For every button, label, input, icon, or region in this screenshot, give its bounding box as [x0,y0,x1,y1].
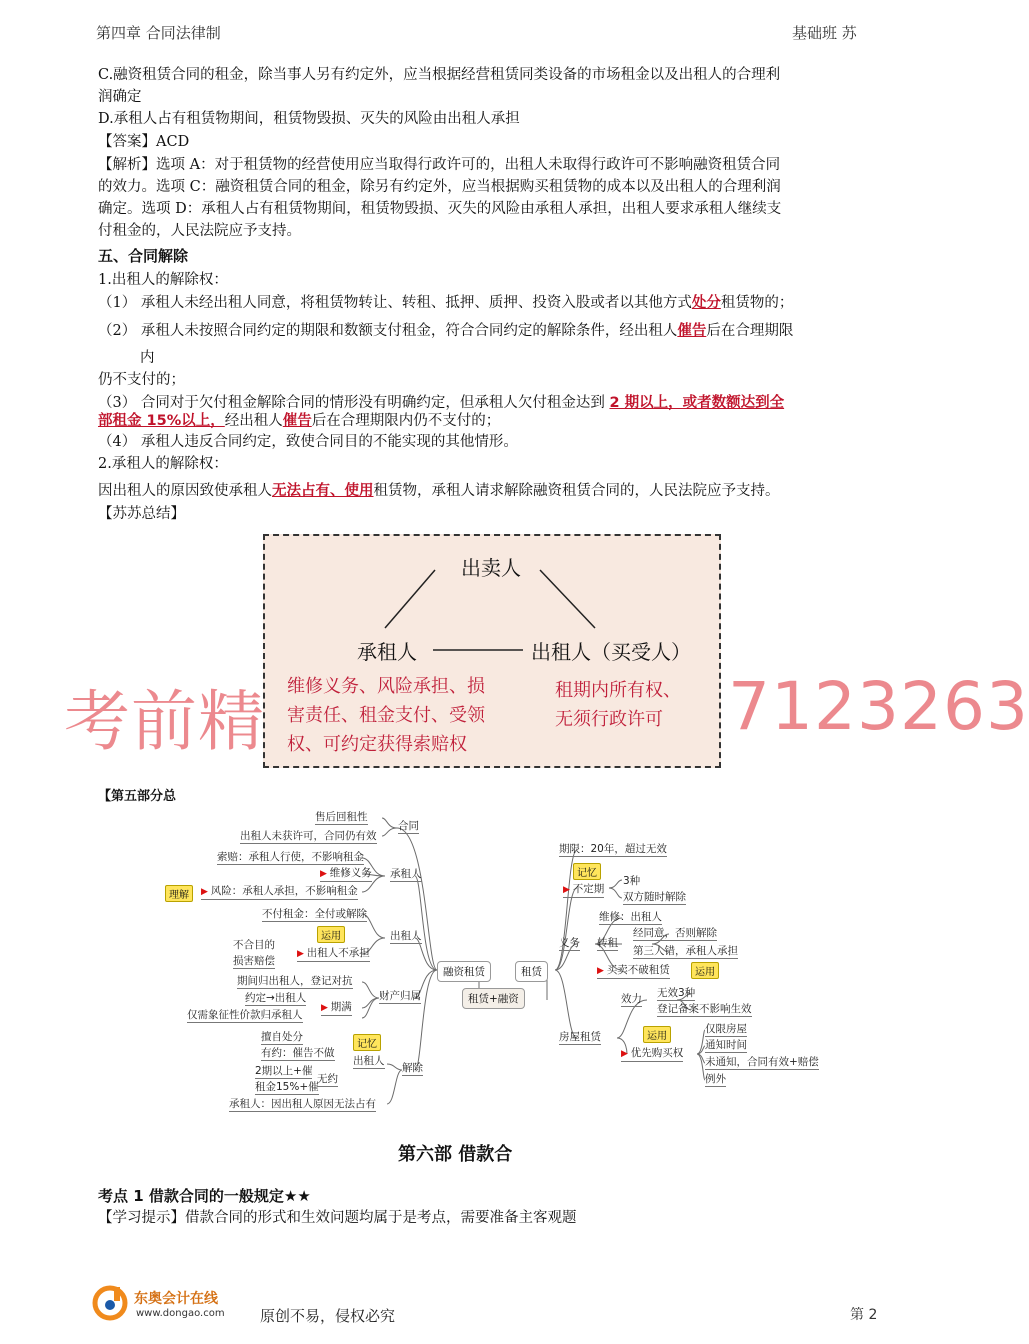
item-2-highlight: 催告 [677,322,707,339]
summary-diagram [263,534,721,768]
mm-item: 经同意，否则解除 [633,927,717,939]
item-2-line2: 内 [140,350,155,366]
mm-duty: 义务 [559,937,580,949]
mm-item: ▶ 出租人不承担 [297,946,370,962]
mm-item: 有约：催告不做 [261,1047,335,1059]
mm-item: 承租人：因出租人原因无法占有 [229,1098,376,1110]
footer-slogan: 原创不易，侵权必究 [260,1307,396,1325]
mm-item: 不合目的 [233,939,275,951]
mm-item: 3种 [623,875,641,887]
item-3-highlight-3: 催告 [282,412,312,429]
item-1-text: （1） 承租人未经出租人同意，将租赁物转让、转租、抵押、质押、投资入股或者以其他方式 [98,295,692,311]
header-right: 基础班 苏 [792,24,857,42]
mm-item: 2期以上+催 [255,1065,313,1077]
option-d: D.承租人占有租赁物期间，租赁物毁损、灭失的风险由出租人承担 [98,111,520,127]
item-3-highlight: 2 期以上，或者数额达到全 [609,395,785,411]
lessee-text: 因出租人的原因致使承租人 [98,483,272,499]
mm-item: 擅自处分 [261,1031,303,1043]
mm-item: ▶ 风险：承租人承担，不影响租金 [201,884,358,900]
mm-lessee: 承租人 [390,868,422,880]
diagram-lessor-note [555,676,681,734]
summary-label: 【苏苏总结】 [98,506,185,522]
mm-item-text: 不定期 [572,883,605,895]
mm-item: 双方随时解除 [623,891,686,903]
mm-item: 转租 [597,937,618,949]
item-4: （4） 承租人违反合同约定，致使合同目的不能实现的其他情形。 [98,434,518,450]
mm-item: 约定→出租人 [245,992,307,1004]
item-3-line2 [98,410,890,432]
mm-item: 期间归出租人，登记对抗 [237,975,353,987]
mm-apply-tag: 运用 [691,962,719,979]
item-3-highlight-2: 部租金 15%以上， [98,413,225,429]
item-3-text: （3） 合同对于欠付租金解除合同的情形没有明确约定，但承租人欠付租金达到 [98,395,610,411]
mm-item: 不付租金：全付或解除 [262,908,367,920]
header-left: 第四章 合同法律制 [96,24,221,42]
lessee-termination-heading: 2.承租人的解除权： [98,456,228,472]
lessee-termination-text [98,480,890,502]
watermark-right: 7123263 [728,668,1029,745]
mm-lessor: 出租人 [390,930,422,942]
mm-item: 第三人错，承租人承担 [633,945,738,957]
mm-item: 仅限房屋 [705,1023,747,1035]
brand-url[interactable]: www.dongao.com [136,1308,225,1319]
lessor-termination-heading: 1.出租人的解除权： [98,272,228,288]
mm-item: 损害赔偿 [233,955,275,967]
mm-item-text: 优先购买权 [630,1047,684,1059]
mm-apply-tag: 运用 [317,926,345,943]
mm-item: 登记备案不影响生效 [657,1003,752,1015]
mm-memory-tag: 记忆 [353,1034,381,1051]
mm-item: 例外 [705,1073,726,1085]
part-six-title: 第六部 借款合 [398,1144,513,1165]
mm-item: ▶ 买卖不破租赁 [597,963,670,979]
mm-contract: 合同 [398,820,419,832]
mm-item: ▶ 维修义务 [320,866,372,882]
item-1-tail: 租赁物的； [720,295,794,311]
mm-item: 租金15%+催 [255,1081,319,1093]
diagram-lessee: 承租人 [357,640,417,664]
lessee-highlight: 无法占有、使用 [272,482,374,499]
answer: 【答案】ACD [98,134,190,150]
mm-item: 维修：出租人 [599,911,662,923]
brand-logo-icon [92,1285,128,1321]
diagram-lessee-note [287,672,485,759]
item-3-mid: 经出租人 [224,413,283,429]
item-2-tail: 后在合理期限 [706,323,794,339]
mm-item: 仅需象征性价款归承租人 [187,1009,303,1021]
mm-item: 出租人 [353,1055,385,1067]
mindmap-finance-lease: 融资租赁 [437,961,491,982]
mindmap-lease: 租赁 [515,961,548,982]
mm-item-text: 风险：承租人承担，不影响租金 [210,885,358,897]
section-title-termination: 五、合同解除 [98,247,189,265]
mm-understand-tag: 理解 [165,885,193,902]
mm-termination: 解除 [402,1062,423,1074]
lessee-note-line: 维修义务、风险承担、损 [287,676,485,697]
mm-item: 无效3种 [657,987,696,999]
mm-item: 索赔：承租人行使，不影响租金 [217,851,364,863]
mm-property: 财产归属 [379,990,421,1002]
mind-map [157,808,829,1114]
mm-item: 期限：20年，超过无效 [559,843,667,855]
mm-item: 售后回租性 [315,811,368,823]
mm-item: ▶ 优先购买权 [621,1046,683,1062]
diagram-lessor: 出租人（买受人） [531,640,691,664]
study-tip: 【学习提示】借款合同的形式和生效问题均属于是考点，需要准备主客观题 [98,1210,577,1226]
item-2-text: （2） 承租人未按照合同约定的期限和数额支付租金，符合合同约定的解除条件，经出租人 [98,323,678,339]
mindmap-heading: 【第五部分总 [98,789,177,804]
mm-item: 通知时间 [705,1039,747,1051]
diagram-seller: 出卖人 [461,556,521,580]
lessor-note-line: 无须行政许可 [555,709,663,730]
mindmap-center: 租赁+融资 [462,988,525,1009]
brand-name: 东奥会计在线 [134,1291,218,1307]
explanation-line4: 付租金的，人民法院应予支持。 [98,223,301,239]
page-number: 第 2 [850,1307,878,1323]
mm-item: 效力 [621,993,642,1005]
mm-apply-tag: 运用 [643,1026,671,1043]
item-1 [98,292,890,314]
option-c-line2: 润确定 [98,89,142,105]
mm-memory-tag: 记忆 [573,863,601,880]
watermark-left: 考前精 [64,683,265,760]
mm-item-text: 期满 [330,1001,352,1013]
lessee-note-line: 害责任、租金支付、受领 [287,705,485,726]
mm-item: 未通知，合同有效+赔偿 [705,1056,819,1068]
item-1-highlight: 处分 [691,294,721,311]
mm-item-text: 维修义务 [329,867,372,879]
mm-item-text: 买卖不破租赁 [606,964,670,976]
mm-item: ▶ 期满 [321,1000,352,1016]
option-c-line1: C.融资租赁合同的租金，除当事人另有约定外，应当根据经营租赁同类设备的市场租金以及出租人的合理利 [98,67,781,83]
item-3-tail: 后在合理期限内仍不支付的； [311,413,501,429]
explanation-line1: 【解析】选项 A：对于租赁物的经营使用应当取得行政许可的，出租人未取得行政许可不影响融资租赁合同 [98,157,781,173]
item-2 [98,320,890,342]
explanation-line2: 的效力。选项 C：融资租赁合同的租金，除另有约定外，应当根据购买租赁物的成本以及出租人的合理利润 [98,179,781,195]
point1-title: 考点 1 借款合同的一般规定★★ [98,1187,311,1205]
mm-item-text: 出租人不承担 [306,947,370,959]
mm-house: 房屋租赁 [559,1031,601,1043]
lessee-note-line: 权、可约定获得索赔权 [287,734,467,755]
item-2-line3: 仍不支付的； [98,372,185,388]
explanation-line3: 确定。选项 D：承租人占有租赁物期间，租赁物毁损、灭失的风险由承租人承担，出租人要求承租人继续支 [98,201,782,217]
mm-item: 无约 [317,1073,338,1085]
mm-item: 出租人未获许可，合同仍有效 [240,830,377,842]
mm-item: ▶ 不定期 [563,882,604,898]
lessee-tail: 租赁物，承租人请求解除融资租赁合同的，人民法院应予支持。 [373,483,780,499]
lessor-note-line: 租期内所有权、 [555,680,681,701]
